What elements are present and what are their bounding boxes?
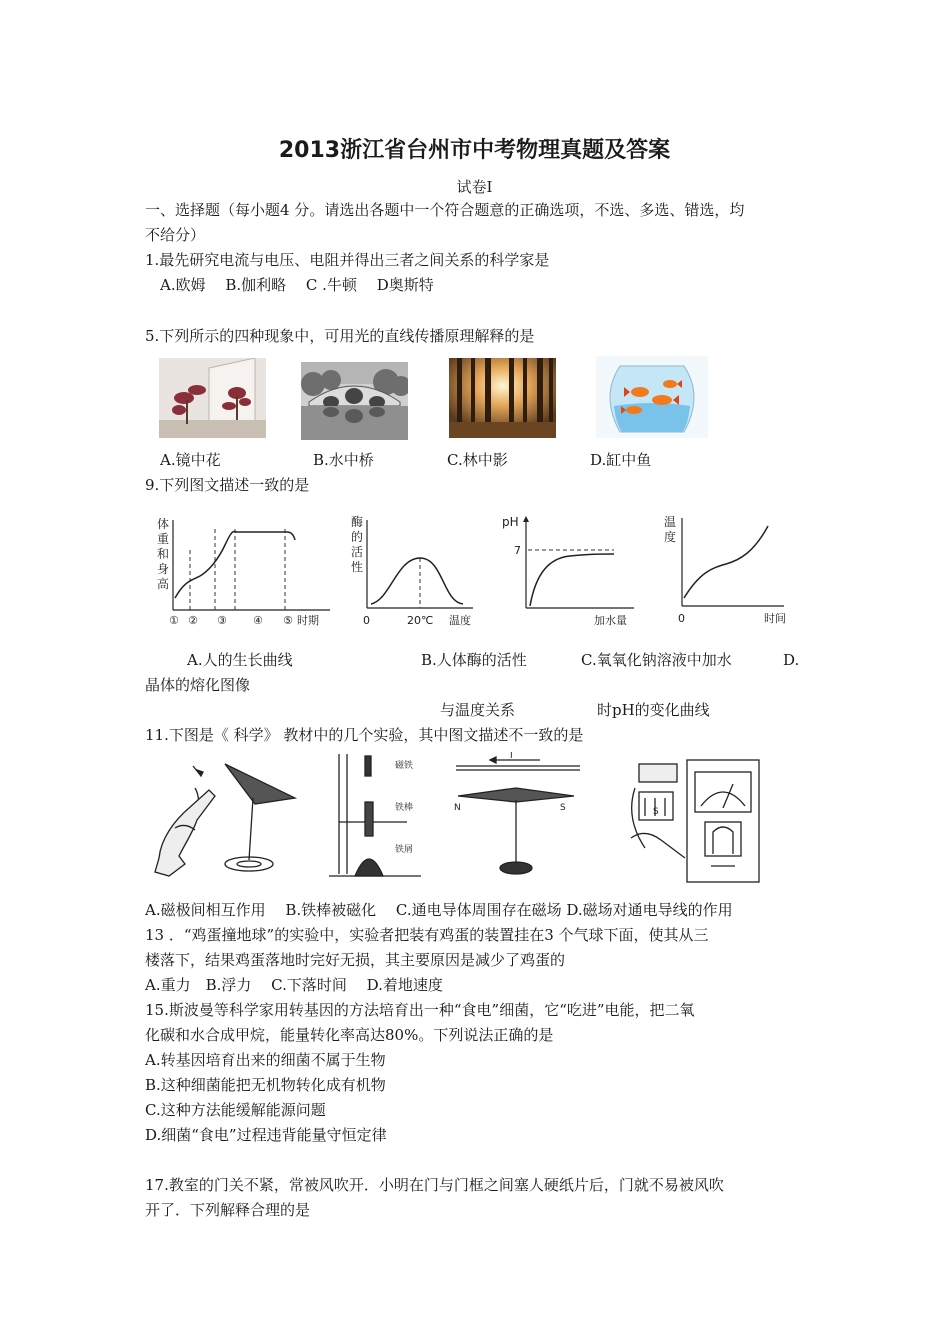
mirror-flower-photo — [159, 358, 266, 438]
q15-stem: 15.斯波曼等科学家用转基因的方法培育出一种“食电”细菌，它“吃进”电能，把二氧 — [145, 1001, 695, 1019]
graph-b-xlabel: 温度 — [449, 614, 471, 627]
fig-d-s-label: S — [653, 807, 659, 817]
q9-option-b-cont: 与温度关系 — [440, 701, 516, 719]
fig-c-n-label: N — [454, 803, 461, 813]
graph-b-ylabel-2: 的 — [351, 530, 364, 544]
q17-stem-cont: 开了．下列解释合理的是 — [145, 1201, 311, 1219]
q15-option-b: B.这种细菌能把无机物转化成有机物 — [145, 1076, 386, 1094]
iron-rod-magnetized-figure — [325, 752, 435, 882]
q9-option-c-cont: 时pH的变化曲线 — [597, 701, 710, 719]
graph-a-tick-4: ④ — [253, 614, 263, 627]
enzyme-activity-graph — [345, 512, 485, 630]
graph-a-tick-2: ② — [188, 614, 198, 627]
q11-stem: 11.下图是《 科学》 教材中的几个实验，其中图文描述不一致的是 — [145, 726, 584, 744]
fig-c-s-label: S — [560, 803, 566, 813]
q1-stem: 1.最先研究电流与电压、电阻并得出三者之间关系的科学家是 — [145, 251, 550, 269]
q5-stem: 5.下列所示的四种现象中，可用光的直线传播原理解释的是 — [145, 327, 535, 345]
graph-b-x0: 0 — [363, 614, 370, 627]
graph-a-ylabel-2: 重 — [157, 532, 170, 546]
q9-option-a: A.人的生长曲线 — [187, 651, 293, 669]
magnet-interaction-figure — [145, 758, 305, 888]
graph-d-ylabel-2: 度 — [664, 530, 677, 544]
fig-b-label-filings: 铁屑 — [395, 845, 414, 855]
section-heading-cont: 不给分） — [145, 226, 206, 244]
fig-b-label-magnet: 磁铁 — [395, 761, 414, 771]
graph-a-ylabel-4: 身 — [157, 562, 170, 576]
q13-options: A.重力 B.浮力 C.下落时间 D.着地速度 — [145, 976, 443, 994]
section-heading: 一、选择题（每小题4 分。请选出各题中一个符合题意的正确选项，不选、多选、错选，均 — [145, 201, 745, 219]
graph-d-x0: 0 — [678, 612, 685, 625]
graph-b-ylabel-1: 酶 — [351, 515, 364, 529]
fig-b-label-rod: 铁棒 — [395, 803, 414, 813]
paper-label: 试卷I — [456, 178, 493, 196]
q5-option-d: D.缸中鱼 — [590, 451, 652, 469]
q11-options: A.磁极间相互作用 B.铁棒被磁化 C.通电导体周围存在磁场 D.磁场对通电导线的作用 — [145, 901, 733, 919]
graph-a-ylabel-1: 体 — [157, 517, 170, 531]
q17-stem: 17.教室的门关不紧，常被风吹开．小明在门与门框之间塞人硬纸片后，门就不易被风吹 — [145, 1176, 724, 1194]
q13-stem-cont: 楼落下，结果鸡蛋落地时完好无损，其主要原因是减少了鸡蛋的 — [145, 951, 566, 969]
q9-option-d-cont: 晶体的熔化图像 — [145, 676, 251, 694]
q15-option-a: A.转基因培育出来的细菌不属于生物 — [145, 1051, 386, 1069]
graph-d-xlabel: 时间 — [764, 612, 786, 625]
bridge-photo — [301, 362, 408, 440]
graph-a-tick-1: ① — [169, 614, 179, 627]
graph-b-ylabel-4: 性 — [351, 560, 364, 574]
graph-a-ylabel-5: 高 — [157, 577, 170, 591]
fig-c-current-label: I — [510, 752, 513, 761]
graph-c-xlabel: 加水量 — [594, 614, 627, 627]
ph-curve-graph — [500, 512, 640, 630]
q9-option-c: C.氧氧化钠溶液中加水 — [581, 651, 732, 669]
q1-options: A.欧姆 B.伽利略 C .牛顿 D奥斯特 — [160, 276, 434, 294]
q5-option-c: C.林中影 — [447, 451, 508, 469]
q15-option-c: C.这种方法能缓解能源问题 — [145, 1101, 326, 1119]
graph-b-ylabel-3: 活 — [351, 545, 364, 559]
graph-b-xmid: 20℃ — [407, 614, 434, 627]
q5-option-a: A.镜中花 — [160, 451, 221, 469]
q15-stem-cont: 化碳和水合成甲烷，能量转化率高达80%。下列说法正确的是 — [145, 1026, 554, 1044]
q13-stem: 13 ．“鸡蛋撞地球”的实验中，实验者把装有鸡蛋的装置挂在3 个气球下面，使其从三 — [145, 926, 709, 944]
growth-curve-graph — [155, 510, 335, 630]
graph-a-tick-5: ⑤ — [283, 614, 293, 627]
current-magnetic-field-figure — [450, 752, 590, 882]
graph-a-xlabel: 时期 — [297, 614, 319, 627]
temperature-curve-graph — [660, 512, 790, 630]
forest-shadow-photo — [449, 358, 556, 438]
graph-d-ylabel-1: 温 — [664, 515, 677, 529]
graph-c-ymark: 7 — [514, 544, 521, 557]
graph-a-tick-3: ③ — [217, 614, 227, 627]
q9-stem: 9.下列图文描述一致的是 — [145, 476, 310, 494]
q9-option-b: B.人体酶的活性 — [421, 651, 527, 669]
graph-a-ylabel-3: 和 — [157, 547, 170, 561]
q9-option-d: D. — [783, 651, 800, 669]
q15-option-d: D.细菌“食电”过程违背能量守恒定律 — [145, 1126, 387, 1144]
fishbowl-photo — [596, 356, 708, 438]
q5-option-b: B.水中桥 — [313, 451, 374, 469]
graph-c-ylabel: pH — [502, 515, 519, 529]
document-title: 2013浙江省台州市中考物理真题及答案 — [278, 138, 671, 163]
force-on-wire-figure — [625, 758, 765, 888]
